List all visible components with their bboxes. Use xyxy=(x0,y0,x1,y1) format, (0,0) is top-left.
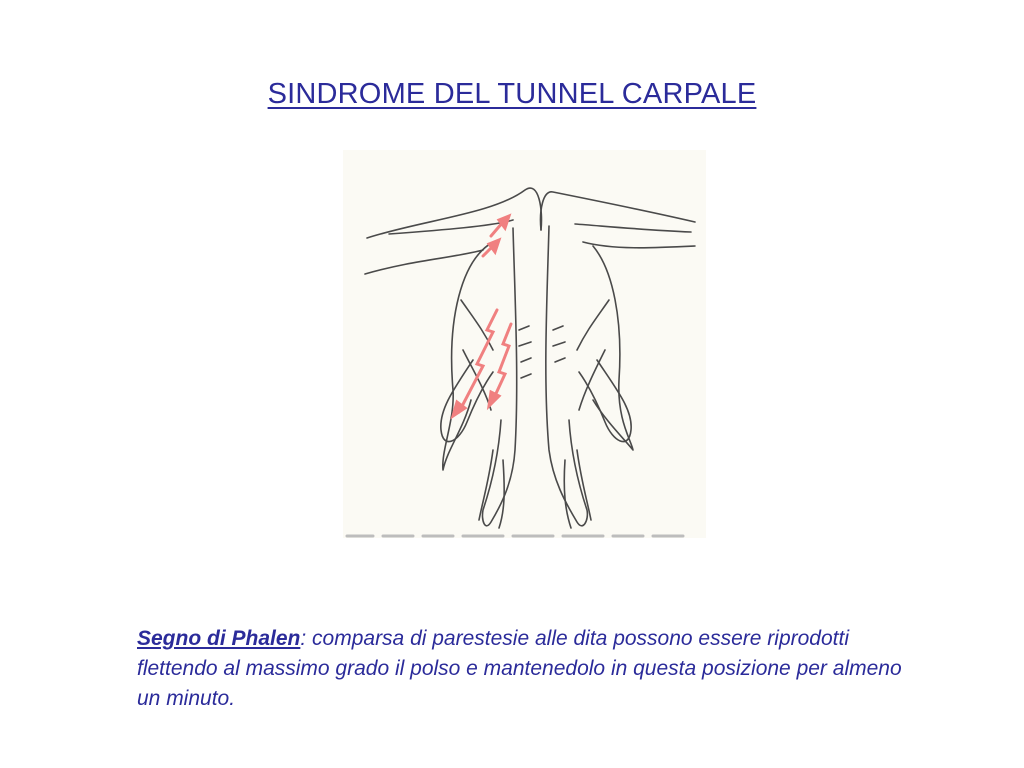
phalen-test-illustration xyxy=(343,150,706,538)
phalen-sign-description xyxy=(137,624,917,714)
caption-text: comparsa di parestesie alle dita possono essere riprodotti flettendo al massimo grado il polso e mantenedolo in questa posizione per almeno un minuto. xyxy=(137,627,902,710)
right-forearm xyxy=(541,192,696,230)
left-forearm xyxy=(367,188,541,238)
right-thumb xyxy=(579,360,631,442)
hands-drawing xyxy=(343,150,706,538)
caption-separator: : xyxy=(300,627,307,650)
phalen-sign-term: Segno di Phalen xyxy=(137,627,301,650)
slide-title: SINDROME DEL TUNNEL CARPALE xyxy=(267,78,757,110)
left-hand xyxy=(443,242,493,470)
right-hand xyxy=(593,246,633,450)
